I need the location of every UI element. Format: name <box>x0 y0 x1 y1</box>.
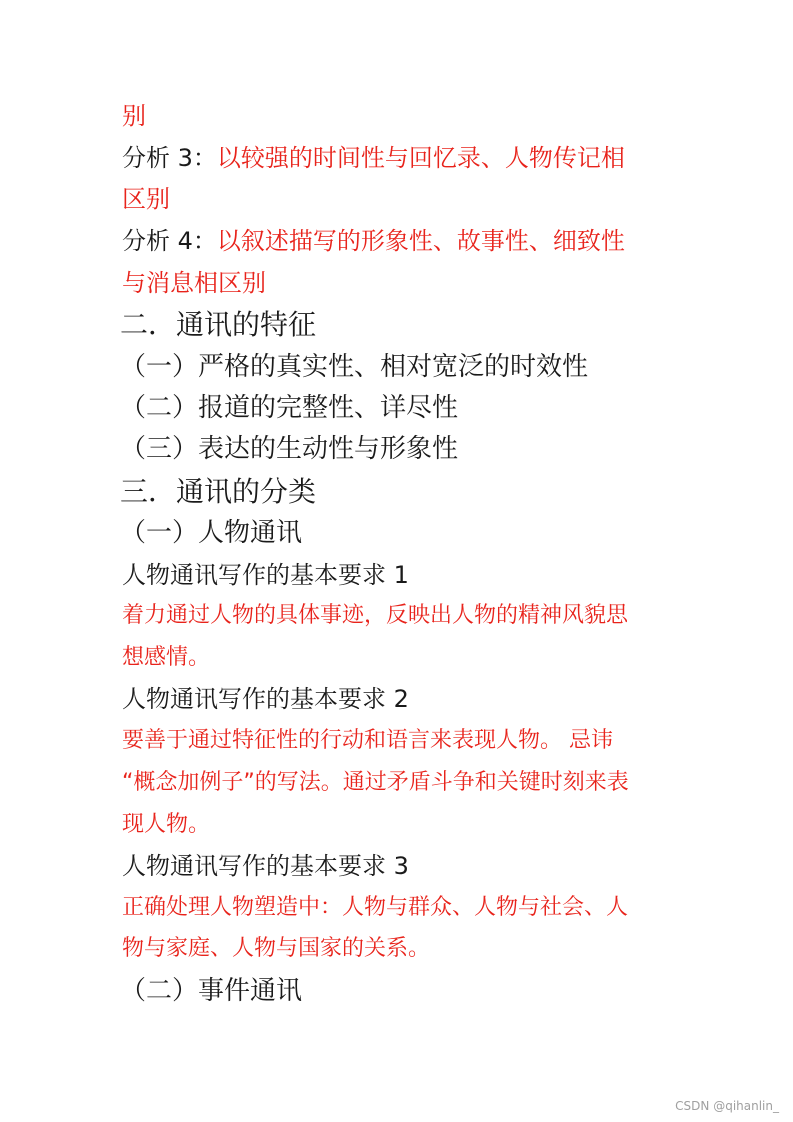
analysis-3-text: 以较强的时间性与回忆录、人物传记相 <box>216 144 625 172</box>
requirement-text-3b: 物与家庭、人物与国家的关系。 <box>122 936 431 961</box>
analysis-3-continuation <box>122 187 170 211</box>
analysis-4-text: 以叙述描写的形象性、故事性、细致性 <box>216 227 625 255</box>
requirement-text-1a: 着力通过人物的具体事迹，反映出人物的精神风貌思 <box>122 603 629 628</box>
analysis-4-line <box>122 229 625 253</box>
requirement-heading-3: 人物通讯写作的基本要求 3 <box>122 852 409 880</box>
section-heading-features: 二．通讯的特征 <box>120 308 317 341</box>
analysis-4-continuation <box>122 271 266 295</box>
section-heading-classification: 三．通讯的分类 <box>120 475 317 508</box>
feature-item-2: （二）报道的完整性、详尽性 <box>120 393 459 423</box>
csdn-watermark: CSDN @qihanlin_ <box>675 1099 779 1113</box>
line-text: 别 <box>122 102 146 130</box>
requirement-heading-2: 人物通讯写作的基本要求 2 <box>122 685 409 713</box>
line-text: 与消息相区别 <box>122 269 266 297</box>
analysis-4-prefix: 分析 4： <box>122 227 217 255</box>
line-text: 区别 <box>122 185 170 213</box>
requirement-text-3a: 正确处理人物塑造中：人物与群众、人物与社会、人 <box>122 895 629 920</box>
analysis-3-prefix: 分析 3： <box>122 144 217 172</box>
requirement-text-2a: 要善于通过特征性的行动和语言来表现人物。 忌讳 <box>122 728 613 753</box>
requirement-text-1b: 想感情。 <box>122 645 211 670</box>
feature-item-3: （三）表达的生动性与形象性 <box>120 434 459 464</box>
requirement-text-2b: “概念加例子”的写法。通过矛盾斗争和关键时刻来表 <box>122 770 629 795</box>
requirement-text-2c: 现人物。 <box>122 812 211 837</box>
requirement-heading-1: 人物通讯写作的基本要求 1 <box>122 561 409 589</box>
feature-item-1: （一）严格的真实性、相对宽泛的时效性 <box>120 352 589 382</box>
analysis-3-line <box>122 146 625 170</box>
subsection-event-news: （二）事件通讯 <box>120 976 303 1006</box>
subsection-person-news: （一）人物通讯 <box>120 518 303 548</box>
analysis-continuation-line <box>122 104 146 128</box>
